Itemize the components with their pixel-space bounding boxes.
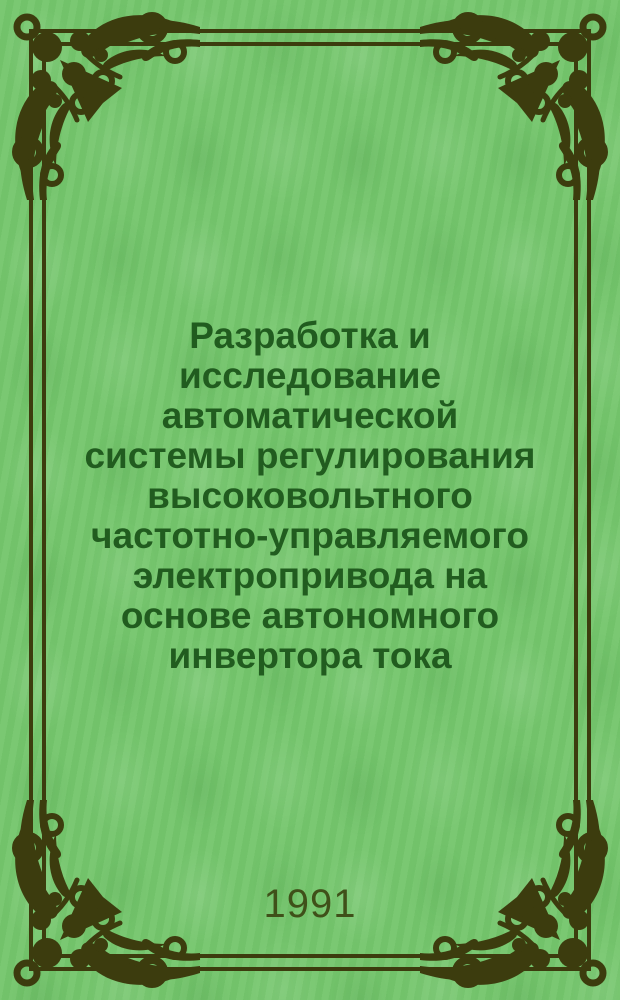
publication-year: 1991: [263, 882, 357, 926]
title-line: электропривода на: [132, 555, 488, 596]
title-line: исследование: [178, 355, 442, 396]
title-line: высоковольтного: [147, 475, 473, 516]
corner-ornament-top-right-icon: [420, 0, 620, 200]
title-line: автоматической: [161, 395, 459, 436]
title-line: системы регулирования: [84, 435, 536, 476]
title-line: частотно-управляемого: [91, 515, 529, 556]
cover-title: [52, 316, 568, 676]
title-line: Разработка и: [189, 315, 431, 356]
title-line: инвертора тока: [168, 635, 452, 676]
title-line: основе автономного: [120, 595, 500, 636]
corner-ornament-top-left-icon: [0, 0, 200, 200]
